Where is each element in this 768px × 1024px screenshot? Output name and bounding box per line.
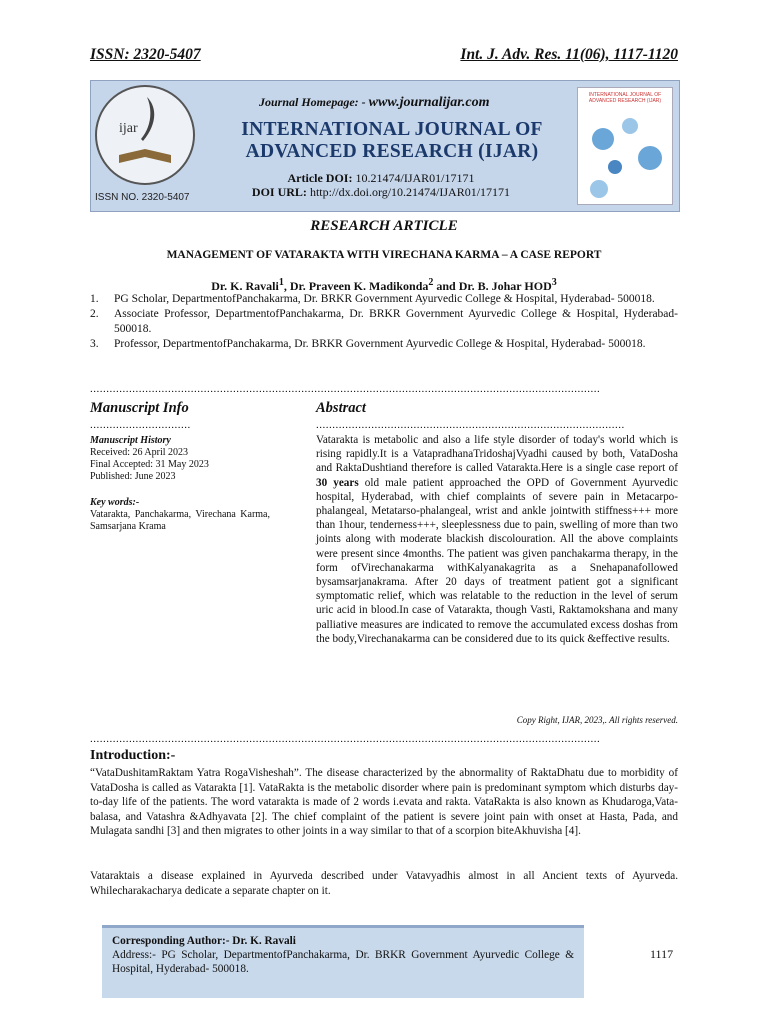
copyright: Copy Right, IJAR, 2023,. All rights reserved.	[516, 715, 678, 725]
journal-title: INTERNATIONAL JOURNAL OF ADVANCED RESEARCH (IJAR)	[241, 119, 543, 162]
abstract-text: Vatarakta is metabolic and also a life style disorder of today's world which is rising rapidly.It is a VatapradhanaTridoshajVyadhi caused by both, VataDosha and RaktaDushtiand therefore is called Vatarakta.Here is a single case report of 30 years old male patient approached the OPD of Government Ayurvedic hospital, Hyderabad, with chief complaints of severe pain in Metacarpo-phalangeal, Metatarso-phalangeal, wrist and ankle jointwith stiffness+++ more than 1hour, tenderness+++, sleeplessness due to pain, swelling of more than two joints along with moderate blackish discolouration. All the above complaints were present since 4months. The patient was given panchakarma therapy, in the form ofVirechanakarma withKalyanakagrita as a Snehapanafollowed bysamsarjanakrama. After 20 days of treatment patient got a significant symptomatic relief, which was relatable to the reduction in the level of serum uric acid in blood.In case of Vatarakta, though Vasti, Raktamokshana and many palliative measures are indicated to remove the accumulated excess doshas from the body,Virechanakarma can be considered due to its quick &effective results.	[316, 434, 678, 645]
manuscript-info-heading: Manuscript Info	[90, 400, 189, 416]
divider: ...............................................................................................	[316, 419, 625, 431]
history-heading: Manuscript History	[90, 435, 171, 446]
journal-logo	[95, 85, 195, 185]
logo-issn: ISSN NO. 2320-5407	[95, 192, 190, 203]
logo-text: ijar	[119, 121, 138, 136]
introduction-paragraph: “VataDushitamRaktam Yatra RogaVisheshah”. The disease characterized by the abnormality of RaktaDhatu due to morbidity of VataDosha is called as Vatarakta [1]. VataRakta is the metabolic disorder where pain is predominant symptom which disturbs day-to-day life of the patients. The word vatarakta is made of 2 words i.evata and rakta. VataRakta is also known as Khudaroga,Vata-balasa, and Vatashra &Adhyavata [2]. The chief complaint of the patient is severe joint pain with onset at Hasta, Pada, and Mulagata sandhi [3] and then migrates to other joints in a way similar to that of a scorpion biteAkhuvisha [4].	[90, 767, 678, 837]
affiliation-list	[90, 292, 678, 352]
journal-banner	[90, 80, 680, 212]
published-date: Published: June 2023	[90, 471, 176, 482]
cover-title: INTERNATIONAL JOURNAL OF ADVANCED RESEARCH (IJAR)	[588, 92, 662, 104]
keywords: Vatarakta, Panchakarma, Virechana Karma, Samsarjana Krama	[90, 509, 270, 532]
paper-title: MANAGEMENT OF VATARAKTA WITH VIRECHANA KARMA – A CASE REPORT	[166, 249, 602, 261]
running-header	[90, 46, 678, 64]
corresponding-address: Address:- PG Scholar, DepartmentofPanchakarma, Dr. BRKR Government Ayurvedic College & Hospital, Hyderabad- 500018.	[112, 949, 574, 975]
divider: .............................................................................................................................................................	[90, 733, 601, 745]
article-type: RESEARCH ARTICLE	[310, 218, 458, 234]
quill-book-icon	[97, 87, 193, 183]
doi-url-link[interactable]: http://dx.doi.org/10.21474/IJAR01/17171	[309, 185, 511, 199]
abstract-heading: Abstract	[316, 400, 366, 416]
author-line: Dr. K. Ravali$^1$, Dr. Praveen K. Madikonda$^2$ and Dr. B. Johar HOD$^3$	[211, 277, 557, 293]
doi-block: Article DOI: 10.21474/IJAR01/17171 DOI URL: http://dx.doi.org/10.21474/IJAR01/17171	[251, 171, 511, 199]
received-date: Received: 26 April 2023	[90, 447, 189, 458]
article-doi: 10.21474/IJAR01/17171	[355, 171, 475, 185]
accepted-date: Final Accepted: 31 May 2023	[90, 459, 209, 470]
page-number: 1117	[650, 947, 674, 961]
corresponding-author: Corresponding Author:- Dr. K. Ravali	[112, 935, 296, 947]
affiliation-item: 2. Associate Professor, DepartmentofPanchakarma, Dr. BRKR Government Ayurvedic College & Hospital, Hyderabad- 500018.	[90, 308, 678, 335]
header-issn: ISSN: 2320-5407	[90, 46, 201, 63]
divider: .............................................................................................................................................................	[90, 383, 601, 395]
keywords-heading: Key words:-	[90, 497, 140, 508]
divider: ...............................	[90, 419, 191, 431]
homepage-link[interactable]: www.journalijar.com	[368, 95, 490, 110]
introduction-heading: Introduction:-	[90, 748, 176, 763]
manuscript-info	[90, 435, 270, 533]
corresponding-author-box	[102, 925, 584, 998]
journal-cover-image	[577, 87, 673, 205]
header-citation: Int. J. Adv. Res. 11(06), 1117-1120	[460, 46, 678, 63]
journal-homepage: Journal Homepage: - www.journalijar.com	[259, 95, 490, 110]
introduction-paragraph: Vataraktais a disease explained in Ayurveda described under Vatavyadhis almost in all Ancient texts of Ayurveda. Whilecharakacharya dedicate a separate chapter on it.	[90, 870, 678, 897]
affiliation-item: 1. PG Scholar, DepartmentofPanchakarma, Dr. BRKR Government Ayurvedic College & Hospital, Hyderabad- 500018.	[90, 293, 655, 305]
affiliation-item: 3. Professor, DepartmentofPanchakarma, Dr. BRKR Government Ayurvedic College & Hospital, Hyderabad- 500018.	[90, 338, 646, 350]
